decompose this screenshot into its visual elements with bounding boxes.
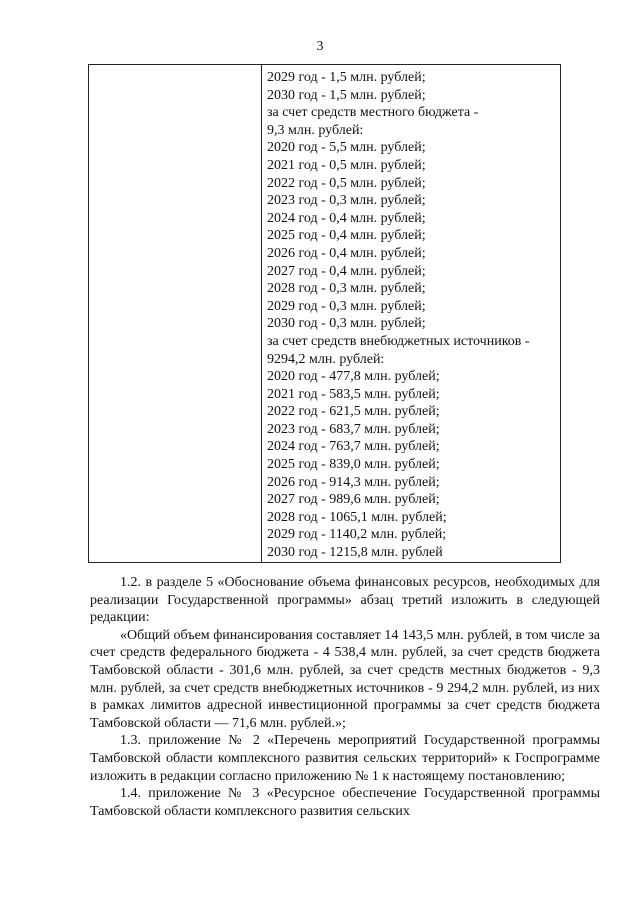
- table-column-divider: [261, 65, 262, 562]
- paragraph-1-2: 1.2. в разделе 5 «Обоснование объема финансовых ресурсов, необходимых для реализации Государственной программы» абзац третий изложить в следующей редакции:: [90, 575, 600, 626]
- table-line: за счет средств местного бюджета -: [267, 105, 479, 121]
- table-line: 2029 год - 0,3 млн. рублей;: [267, 298, 426, 314]
- table-line: 2022 год - 0,5 млн. рублей;: [267, 175, 426, 191]
- table-line: 2026 год - 0,4 млн. рублей;: [267, 245, 426, 261]
- table-line: 2030 год - 0,3 млн. рублей;: [267, 316, 426, 332]
- table-right-cell: [267, 69, 556, 562]
- table-line: 2028 год - 0,3 млн. рублей;: [267, 281, 426, 297]
- table-line: 9,3 млн. рублей:: [267, 122, 364, 138]
- page-number: 3: [316, 39, 324, 54]
- table-line: 2025 год - 839,0 млн. рублей;: [267, 457, 440, 473]
- table-line: 2023 год - 0,3 млн. рублей;: [267, 193, 426, 209]
- table-line: 9294,2 млн. рублей:: [267, 351, 385, 367]
- table-line: 2021 год - 0,5 млн. рублей;: [267, 157, 426, 173]
- paragraph-quote: «Общий объем финансирования составляет 14 143,5 млн. рублей, в том числе за счет средств федерального бюджета - 4 538,4 млн. рублей, за счет средств бюджета Тамбовской области - 301,6 млн. рублей, за счет средств местных бюджетов - 9,3 млн. рублей, за счет средств внебюджетных источников - 9 294,2 млн. рублей, из них в рамках лимитов адресной инвестиционной программы за счет средств бюджета Тамбовской области — 71,6 млн. рублей.»;: [90, 627, 600, 731]
- table-line: 2022 год - 621,5 млн. рублей;: [267, 404, 440, 420]
- table-line: за счет средств внебюджетных источников -: [267, 333, 530, 349]
- table-line: 2023 год - 683,7 млн. рублей;: [267, 421, 440, 437]
- table-left-cell: [89, 65, 261, 562]
- table-line: 2029 год - 1,5 млн. рублей;: [267, 70, 426, 85]
- table-line: 2028 год - 1065,1 млн. рублей;: [267, 509, 447, 525]
- table-line: 2024 год - 763,7 млн. рублей;: [267, 439, 440, 455]
- table-line: 2026 год - 914,3 млн. рублей;: [267, 474, 440, 490]
- table-line: 2020 год - 5,5 млн. рублей;: [267, 140, 426, 156]
- table-line: 2020 год - 477,8 млн. рублей;: [267, 369, 440, 385]
- table-line: 2025 год - 0,4 млн. рублей;: [267, 228, 426, 244]
- paragraph-1-4: 1.4. приложение № 3 «Ресурсное обеспечение Государственной программы Тамбовской области комплексного развития сельских: [90, 786, 600, 819]
- table-line: 2027 год - 0,4 млн. рублей;: [267, 263, 426, 279]
- table-line: 2024 год - 0,4 млн. рублей;: [267, 210, 426, 226]
- table-line: 2027 год - 989,6 млн. рублей;: [267, 492, 440, 508]
- document-body: [90, 574, 600, 820]
- table-line: 2030 год - 1215,8 млн. рублей: [267, 545, 443, 561]
- table-line: 2021 год - 583,5 млн. рублей;: [267, 386, 440, 402]
- paragraph-1-3: 1.3. приложение № 2 «Перечень мероприятий Государственной программы Тамбовской области комплексного развития сельских территорий» к Госпрограмме изложить в редакции согласно приложению № 1 к настоящему постановлению;: [90, 733, 600, 784]
- table-line: 2029 год - 1140,2 млн. рублей;: [267, 527, 447, 543]
- financing-table: [88, 64, 561, 563]
- table-line: 2030 год - 1,5 млн. рублей;: [267, 87, 426, 103]
